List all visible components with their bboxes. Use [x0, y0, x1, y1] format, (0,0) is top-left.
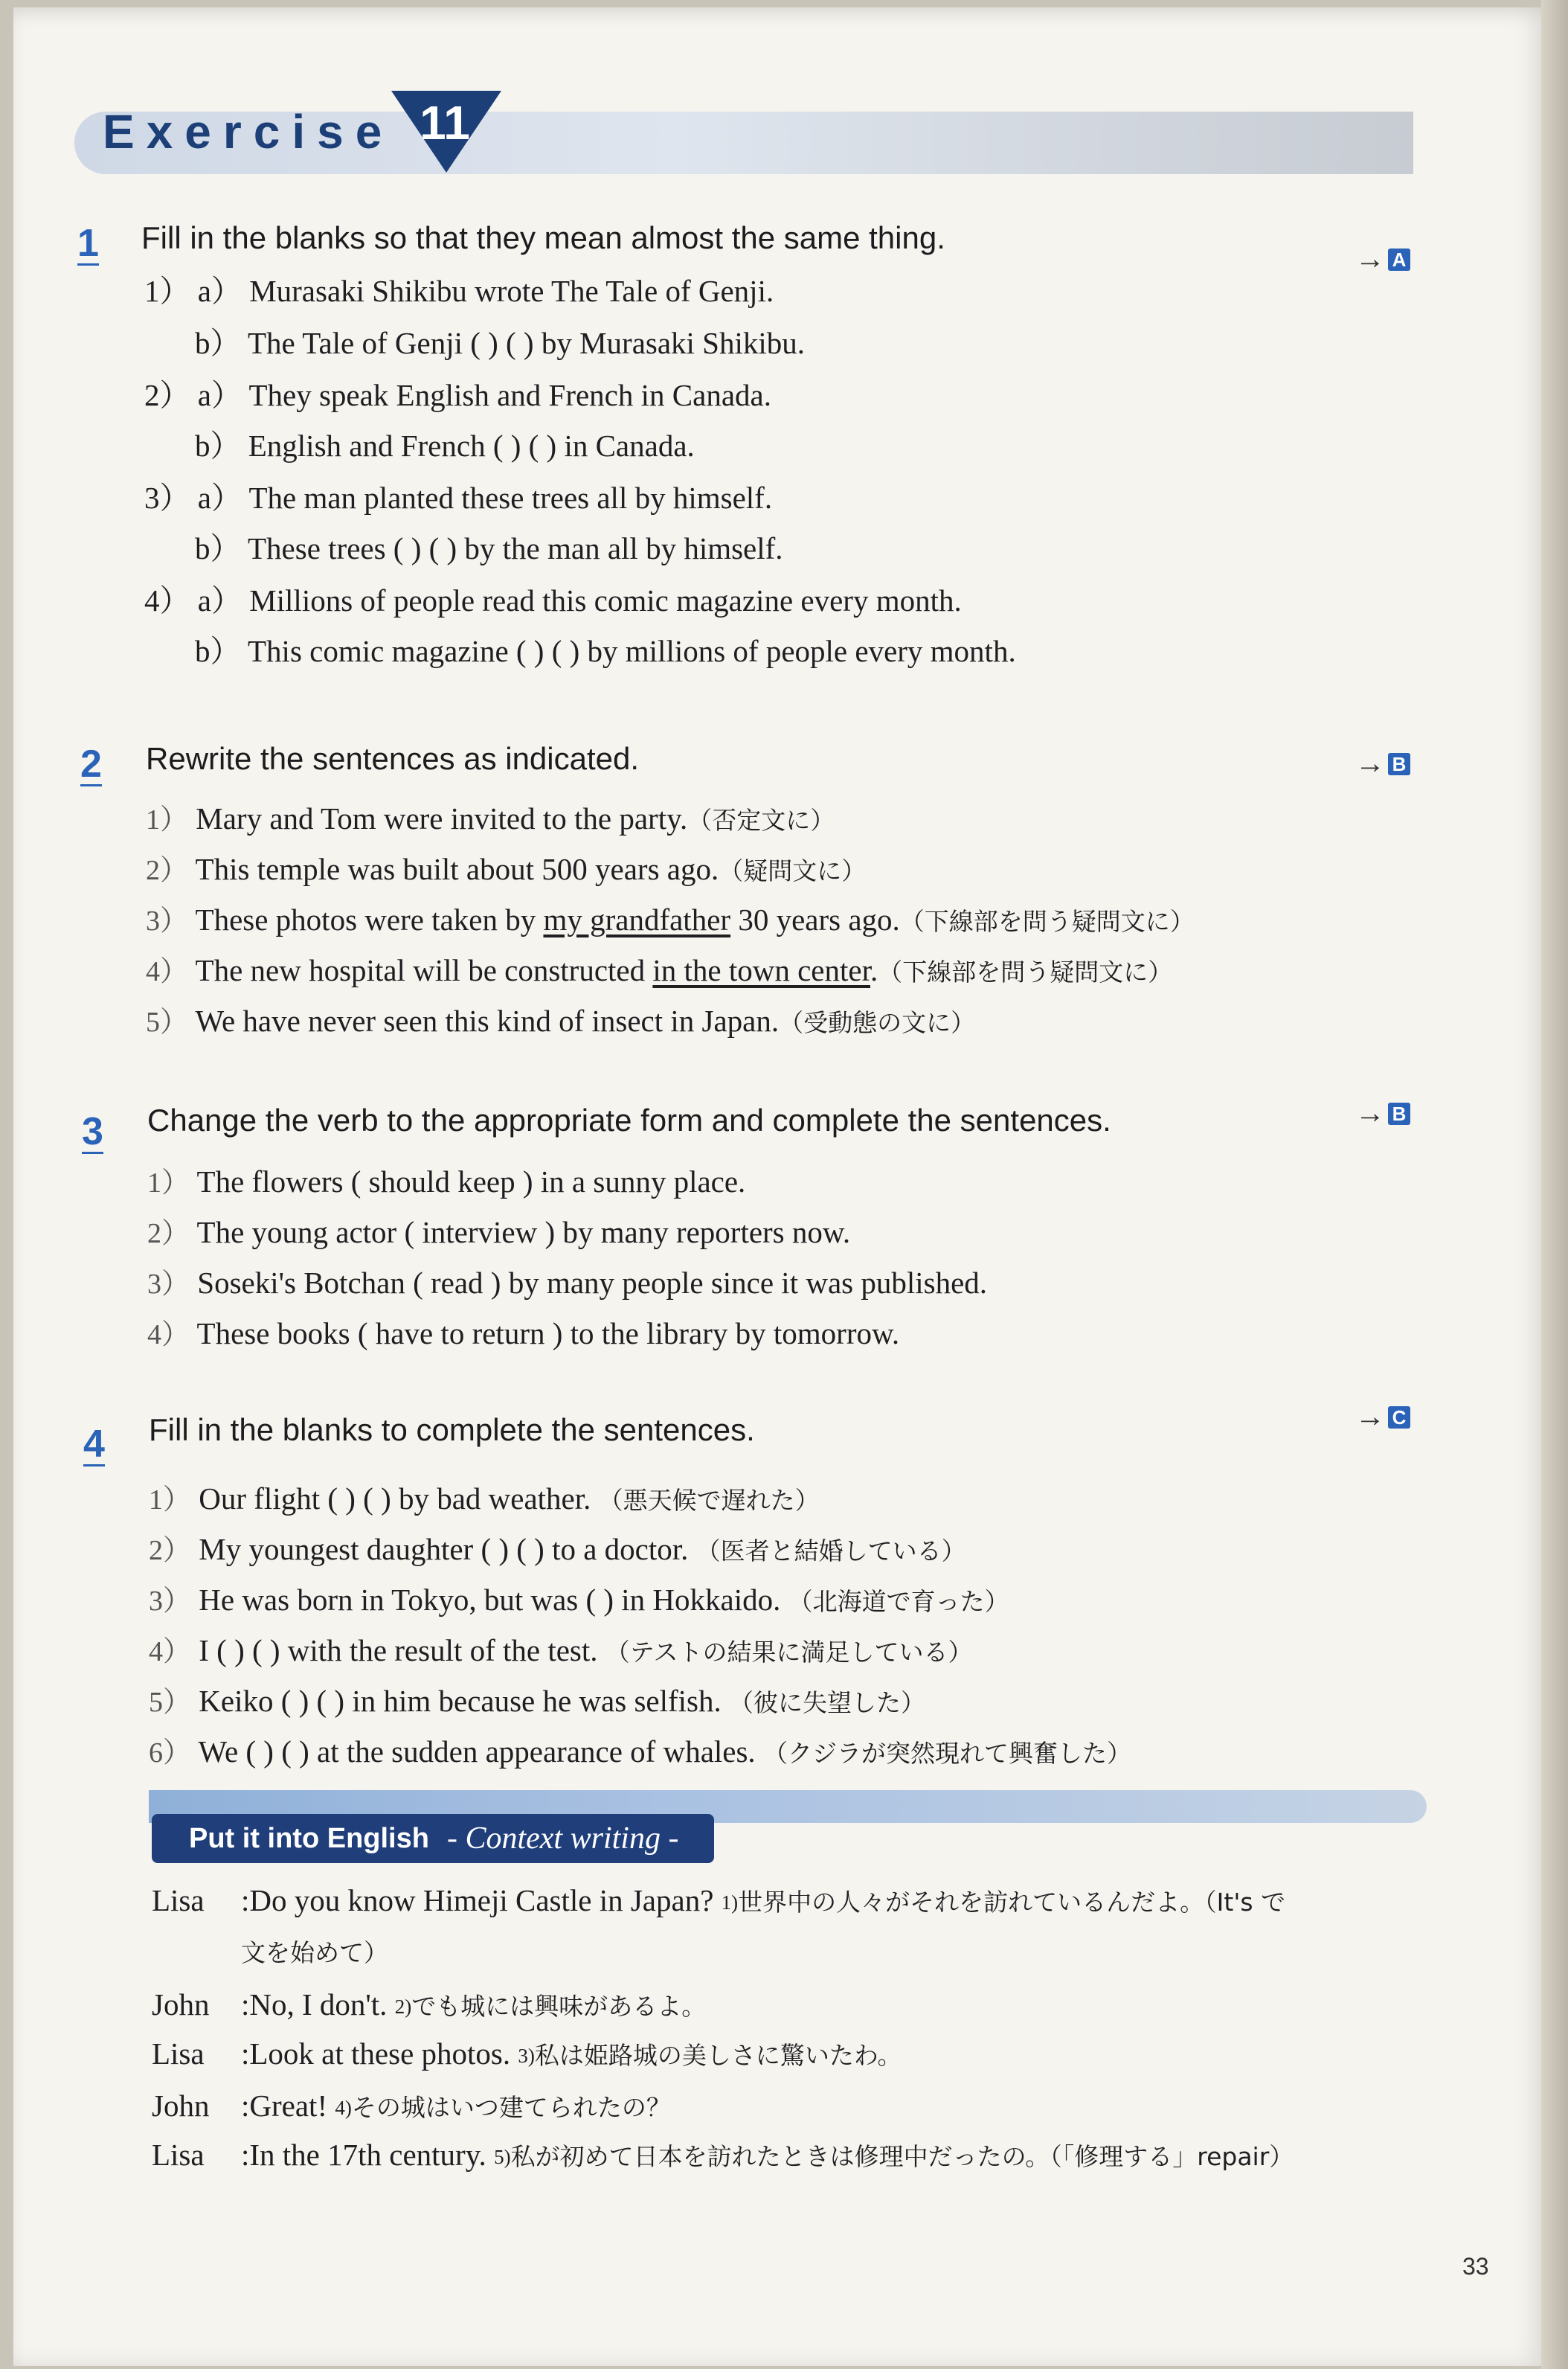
s1-line-3: 2） a） They speak English and French in Canada. [144, 378, 771, 412]
s1-line-7: 4） a） Millions of people read this comic magazine every month. [144, 583, 962, 618]
s2-item-1: 1） Mary and Tom were invited to the party.（否定文に） [146, 801, 835, 836]
section-4-instruction: Fill in the blanks to complete the sentences. [149, 1412, 755, 1447]
s2-item-3: 3） These photos were taken by my grandfather 30 years ago.（下線部を問う疑問文に） [146, 903, 1195, 937]
dialogue-line-4: Lisa :Look at these photos. 3)私は姫路城の美しさに驚いたわ。 [152, 2036, 902, 2071]
dialogue-line-5: John :Great! 4)その城はいつ建てられたの？ [152, 2088, 671, 2123]
dialogue-line-1: Lisa :Do you know Himeji Castle in Japan? 1)世界中の人々がそれを訪れているんだよ。（It's で [152, 1883, 1286, 1917]
section-4-number: 4 [83, 1423, 105, 1466]
section-1-instruction: Fill in the blanks so that they mean almost the same thing. [141, 220, 945, 255]
s3-item-4: 4） These books ( have to return ) to the library by tomorrow. [147, 1316, 900, 1350]
section-4-ref: → C [1355, 1400, 1410, 1434]
section-1-number: 1 [77, 222, 99, 265]
s2-item-2: 2） This temple was built about 500 years ago.（疑問文に） [146, 852, 867, 886]
section-2-ref: → B [1355, 747, 1410, 780]
arrow-right-icon: → [1355, 747, 1385, 780]
s4-item-6: 6） We ( ) ( ) at the sudden appearance of whales. （クジラが突然現れて興奮した） [149, 1734, 1131, 1769]
exercise-title: Exercise [103, 105, 394, 158]
arrow-right-icon: → [1355, 243, 1385, 275]
s4-item-3: 3） He was born in Tokyo, but was ( ) in Hokkaido. （北海道で育った） [149, 1583, 1009, 1617]
s4-item-5: 5） Keiko ( ) ( ) in him because he was selfish. （彼に失望した） [149, 1684, 926, 1718]
arrow-right-icon: → [1355, 1400, 1385, 1433]
s4-item-4: 4） I ( ) ( ) with the result of the test. （テストの結果に満足している） [149, 1633, 973, 1667]
s1-line-4: b） English and French ( ) ( ) in Canada. [195, 429, 695, 463]
page-number: 33 [1462, 2253, 1489, 2280]
section-3-instruction: Change the verb to the appropriate form and complete the sentences. [147, 1103, 1111, 1138]
dialogue-line-3: John :No, I don't. 2)でも城には興味があるよ。 [152, 1987, 707, 2022]
s1-line-8: b） This comic magazine ( ) ( ) by millions of people every month. [195, 634, 1016, 668]
s1-line-2: b） The Tale of Genji ( ) ( ) by Murasaki Shikibu. [195, 326, 806, 360]
s1-line-6: b） These trees ( ) ( ) by the man all by himself. [195, 531, 783, 565]
s4-item-1: 1） Our flight ( ) ( ) by bad weather. （悪天候で遅れた） [149, 1481, 820, 1516]
s3-item-2: 2） The young actor ( interview ) by many reporters now. [147, 1215, 851, 1249]
s2-item-4: 4） The new hospital will be constructed in the town center.（下線部を問う疑問文に） [146, 953, 1173, 987]
s1-line-5: 3） a） The man planted these trees all by himself. [144, 481, 773, 515]
s1-line-1: 1） a） Murasaki Shikibu wrote The Tale of Genji. [144, 274, 774, 308]
s3-item-3: 3） Soseki's Botchan ( read ) by many people since it was published. [147, 1266, 988, 1300]
exercise-number: 11 [420, 96, 470, 150]
dialogue-line-6: Lisa :In the 17th century. 5)私が初めて日本を訪れたときは修理中だったの。（「修理する」repair） [152, 2138, 1294, 2172]
section-1-ref: → A [1355, 243, 1410, 276]
section-3-number: 3 [82, 1110, 103, 1153]
context-label: Put it into English - Context writing - [152, 1814, 714, 1863]
s3-item-1: 1） The flowers ( should keep ) in a sunny place. [147, 1164, 746, 1199]
section-2-instruction: Rewrite the sentences as indicated. [146, 741, 640, 776]
s2-item-5: 5） We have never seen this kind of insect in Japan.（受動態の文に） [146, 1004, 976, 1038]
section-2-number: 2 [80, 743, 102, 786]
arrow-right-icon: → [1355, 1097, 1385, 1129]
s4-item-2: 2） My youngest daughter ( ) ( ) to a doctor. （医者と結婚している） [149, 1532, 966, 1566]
page-edge [1541, 0, 1568, 2369]
section-3-ref: → B [1355, 1097, 1410, 1130]
dialogue-line-2: 文を始めて） [241, 1938, 388, 1967]
